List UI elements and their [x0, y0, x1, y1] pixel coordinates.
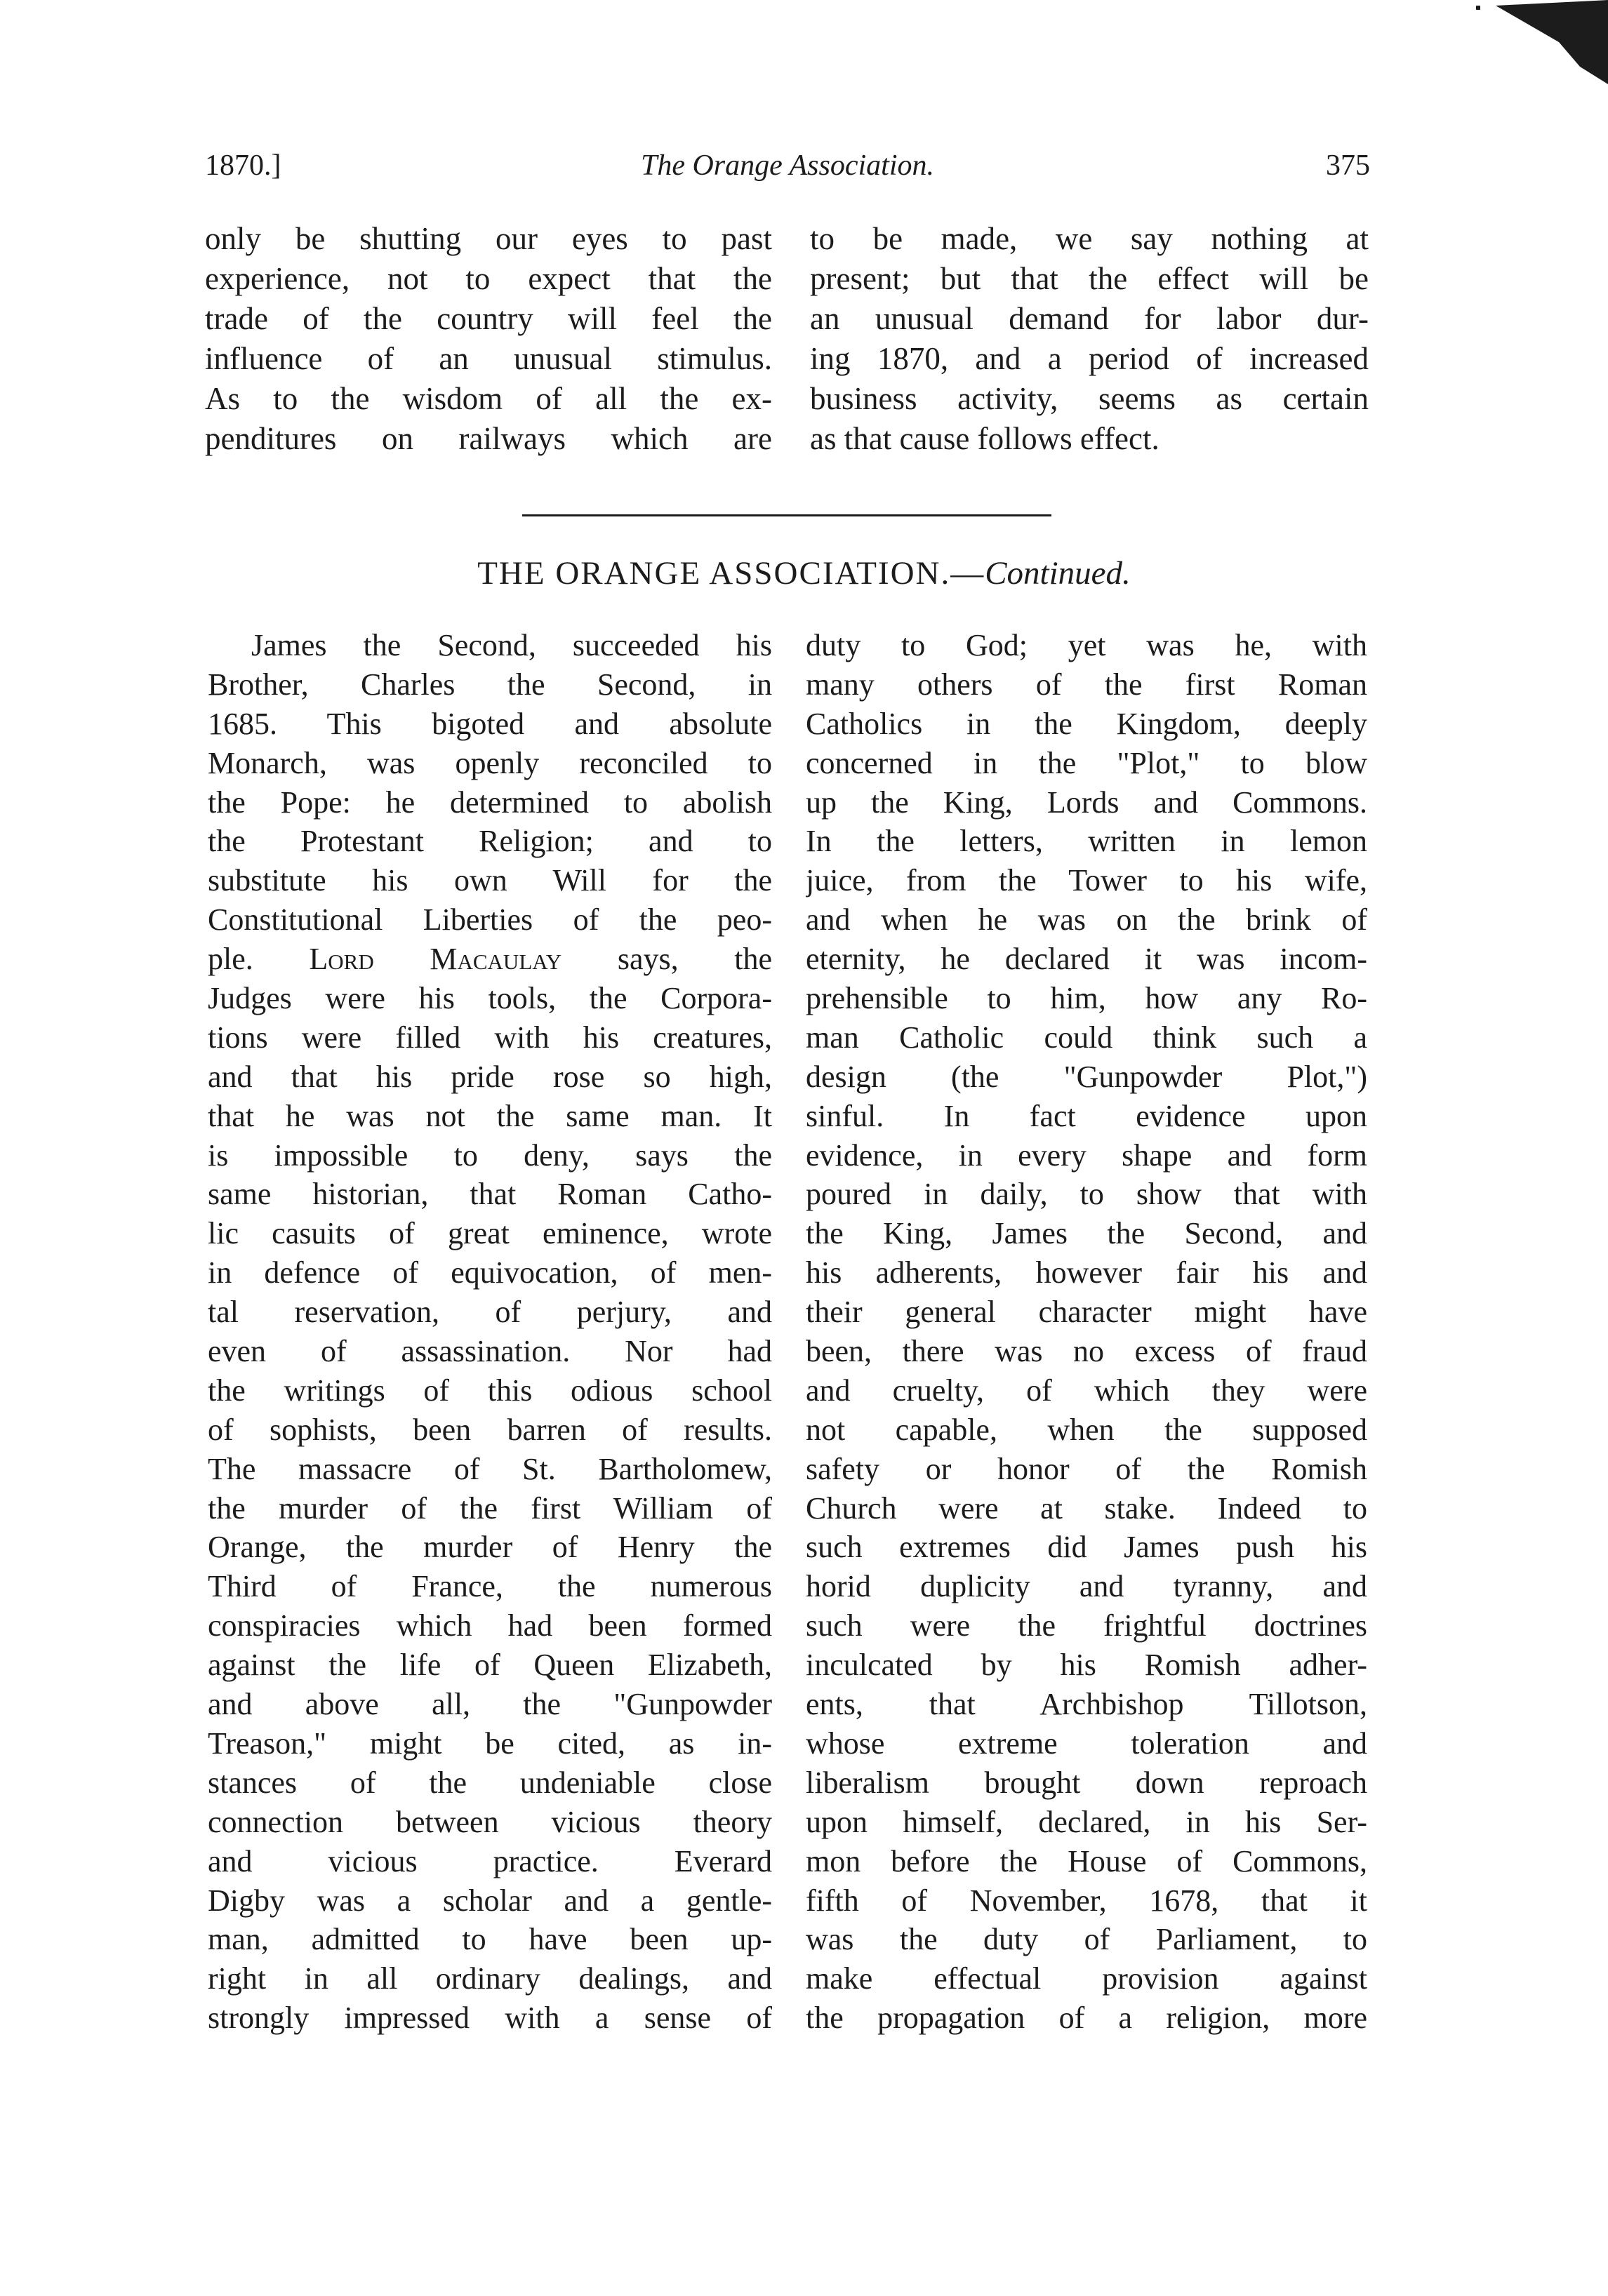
text-line: In the letters, written in lemon	[806, 824, 1367, 859]
text-line: The massacre of St. Bartholomew,	[208, 1451, 772, 1486]
text-line: evidence, in every shape and form	[806, 1137, 1367, 1173]
article-right-column	[806, 626, 1367, 2038]
running-header	[205, 149, 1370, 198]
text-line: upon himself, declared, in his Ser-	[806, 1804, 1367, 1839]
text-line: the murder of the first William of	[208, 1490, 772, 1526]
text-line: whose extreme toleration and	[806, 1726, 1367, 1761]
text-line: make effectual provision against	[806, 1961, 1367, 1996]
text-line: their general character might have	[806, 1295, 1367, 1330]
text-line: against the life of Queen Elizabeth,	[208, 1648, 772, 1683]
text-line: Third of France, the numerous	[208, 1569, 772, 1604]
text-line: in defence of equivocation, of men-	[208, 1255, 772, 1290]
text-line: inculcated by his Romish adher-	[806, 1648, 1367, 1683]
preceding-article-right-column	[810, 219, 1369, 459]
text-line: many others of the first Roman	[806, 667, 1367, 702]
text-line: right in all ordinary dealings, and	[208, 1961, 772, 1996]
text-line: experience, not to expect that the	[205, 261, 772, 296]
text-line: same historian, that Roman Catho-	[208, 1177, 772, 1212]
text-line: stances of the undeniable close	[208, 1765, 772, 1800]
text-line: that he was not the same man. It	[208, 1098, 772, 1133]
header-running-title: The Orange Association.	[640, 149, 935, 182]
text-line: Catholics in the Kingdom, deeply	[806, 706, 1367, 741]
text-line: business activity, seems as certain	[810, 381, 1369, 416]
text-line: poured in daily, to show that with	[806, 1177, 1367, 1212]
text-line: mon before the House of Commons,	[806, 1843, 1367, 1878]
header-page-number: 375	[1326, 149, 1370, 182]
text-line: Brother, Charles the Second, in	[208, 667, 772, 702]
article-title-continued: Continued.	[985, 555, 1131, 592]
text-line: and when he was on the brink of	[806, 902, 1367, 937]
text-line: and above all, the "Gunpowder	[208, 1687, 772, 1722]
text-line: penditures on railways which are	[205, 421, 772, 456]
text-line: ents, that Archbishop Tillotson,	[806, 1687, 1367, 1722]
text-line: tions were filled with his creatures,	[208, 1020, 772, 1055]
text-line: and that his pride rose so high,	[208, 1059, 772, 1094]
text-line: tal reservation, of perjury, and	[208, 1295, 772, 1330]
text-line: such extremes did James push his	[806, 1530, 1367, 1565]
text-line: to be made, we say nothing at	[810, 221, 1369, 256]
text-line: influence of an unusual stimulus.	[205, 341, 772, 376]
text-line: strongly impressed with a sense of	[208, 2001, 772, 2036]
text-line: horid duplicity and tyranny, and	[806, 1569, 1367, 1604]
text-line: been, there was no excess of fraud	[806, 1334, 1367, 1369]
text-line: as that cause follows effect.	[810, 421, 1160, 456]
article-title	[0, 554, 1608, 592]
text-line: ing 1870, and a period of increased	[810, 341, 1369, 376]
section-divider-rule	[522, 514, 1051, 516]
text-line: up the King, Lords and Commons.	[806, 785, 1367, 820]
text-line: conspiracies which had been formed	[208, 1608, 772, 1643]
text-line: and cruelty, of which they were	[806, 1373, 1367, 1408]
text-line: such were the frightful doctrines	[806, 1608, 1367, 1643]
text-line: man, admitted to have been up-	[208, 1922, 772, 1957]
text-line: eternity, he declared it was incom-	[806, 942, 1367, 977]
text-line: the King, James the Second, and	[806, 1216, 1367, 1251]
text-line: an unusual demand for labor dur-	[810, 301, 1369, 336]
text-line: juice, from the Tower to his wife,	[806, 863, 1367, 898]
scan-corner-mark	[1475, 0, 1608, 84]
text-line: the writings of this odious school	[208, 1373, 772, 1408]
text-line: James the Second, succeeded his	[251, 628, 772, 662]
text-line: is impossible to deny, says the	[208, 1137, 772, 1173]
text-line: and vicious practice. Everard	[208, 1843, 772, 1878]
text-line: substitute his own Will for the	[208, 863, 772, 898]
text-line: sinful. In fact evidence upon	[806, 1098, 1367, 1133]
text-line: connection between vicious theory	[208, 1804, 772, 1839]
text-line: of sophists, been barren of results.	[208, 1412, 772, 1447]
article-left-column	[208, 626, 772, 2038]
text-line: concerned in the "Plot," to blow	[806, 745, 1367, 780]
small-caps-name: Lord Macaulay	[309, 942, 562, 977]
text-line: Judges were his tools, the Corpora-	[208, 981, 772, 1016]
text-line: the Pope: he determined to abolish	[208, 785, 772, 820]
text-line: 1685. This bigoted and absolute	[208, 706, 772, 741]
text-line: Treason," might be cited, as in-	[208, 1726, 772, 1761]
text-line: not capable, when the supposed	[806, 1412, 1367, 1447]
text-line: man Catholic could think such a	[806, 1020, 1367, 1055]
text-line: the Protestant Religion; and to	[208, 824, 772, 859]
text-line: his adherents, however fair his and	[806, 1255, 1367, 1290]
text-line: As to the wisdom of all the ex-	[205, 381, 772, 416]
text-line: trade of the country will feel the	[205, 301, 772, 336]
article-title-main: THE ORANGE ASSOCIATION.—	[477, 555, 985, 592]
text-line: lic casuits of great eminence, wrote	[208, 1216, 772, 1251]
text-line: Digby was a scholar and a gentle-	[208, 1883, 772, 1918]
header-year: 1870.]	[205, 149, 281, 182]
text-line: safety or honor of the Romish	[806, 1451, 1367, 1486]
text-line: ple. Lord Macaulay says, the	[208, 942, 772, 977]
text-line: present; but that the effect will be	[810, 261, 1369, 296]
text-line: only be shutting our eyes to past	[205, 221, 772, 256]
text-line: even of assassination. Nor had	[208, 1334, 772, 1369]
text-line: Orange, the murder of Henry the	[208, 1530, 772, 1565]
text-line: fifth of November, 1678, that it	[806, 1883, 1367, 1918]
text-line: prehensible to him, how any Ro-	[806, 981, 1367, 1016]
text-line: the propagation of a religion, more	[806, 2001, 1367, 2036]
text-line: Constitutional Liberties of the peo-	[208, 902, 772, 937]
preceding-article-left-column	[205, 219, 772, 459]
text-line: was the duty of Parliament, to	[806, 1922, 1367, 1957]
text-line: design (the "Gunpowder Plot,")	[806, 1059, 1367, 1094]
text-line: liberalism brought down reproach	[806, 1765, 1367, 1800]
text-line: duty to God; yet was he, with	[806, 628, 1367, 662]
text-line: Monarch, was openly reconciled to	[208, 745, 772, 780]
text-line: Church were at stake. Indeed to	[806, 1490, 1367, 1526]
